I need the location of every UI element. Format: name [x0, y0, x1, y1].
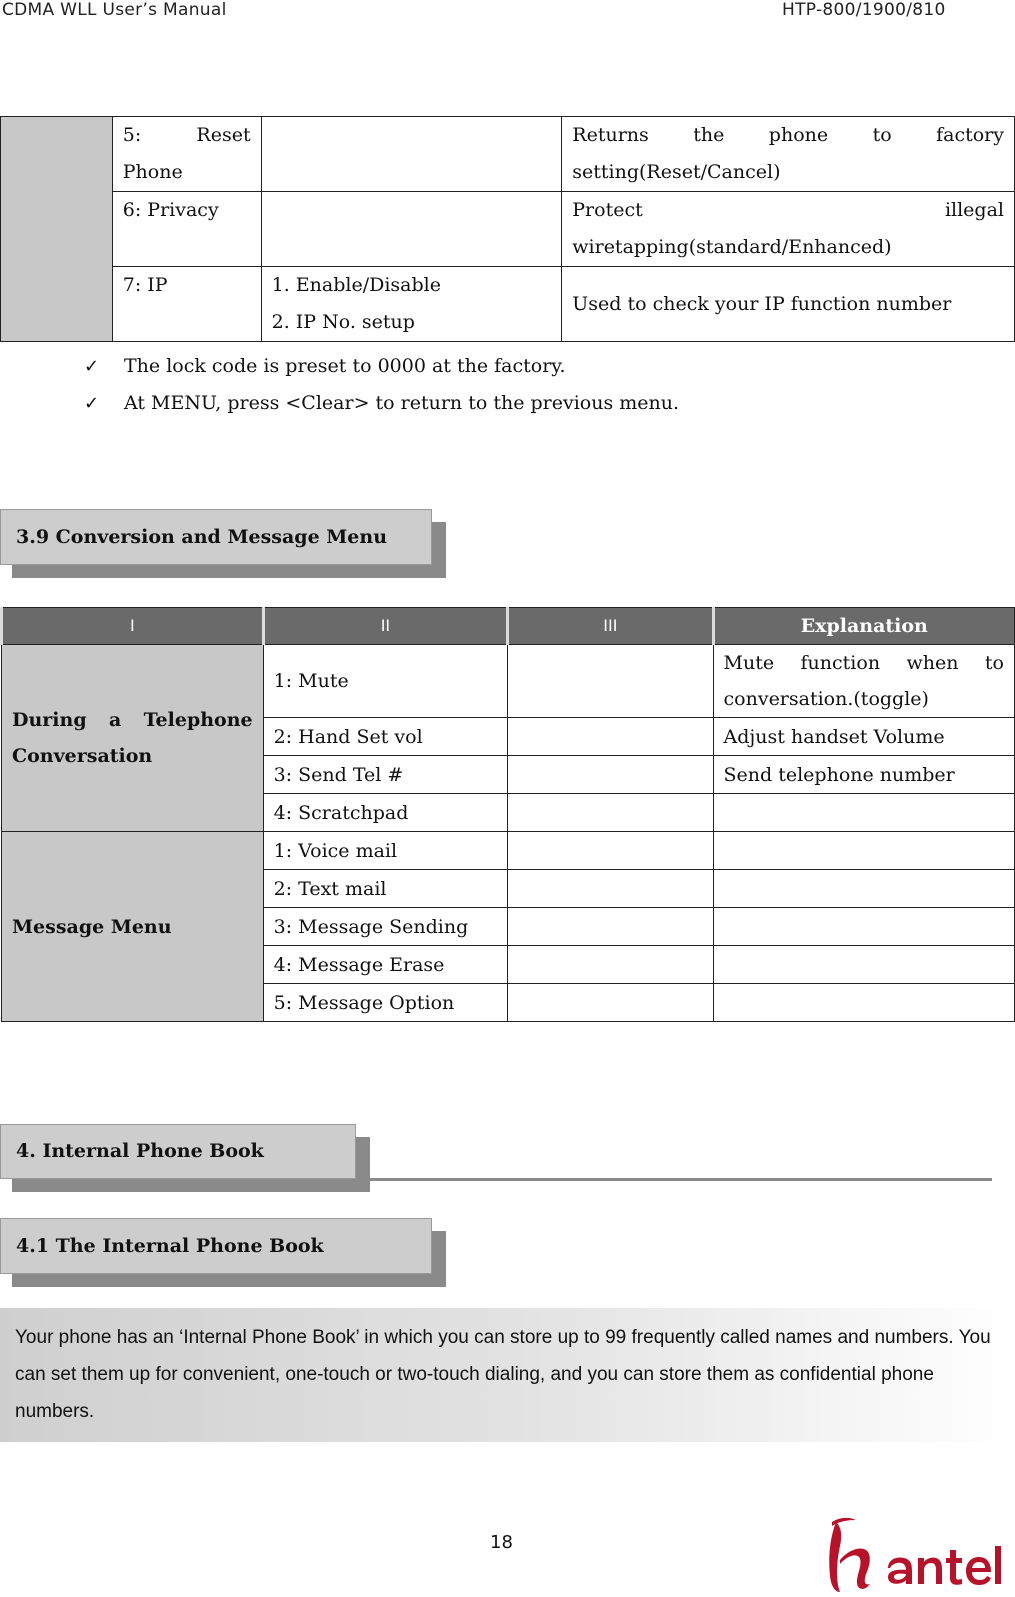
section-title: 3.9 Conversion and Message Menu — [0, 509, 432, 565]
group-cell — [1, 117, 113, 342]
empty-cell — [508, 718, 713, 756]
menu-table-continued — [0, 116, 1015, 342]
sub-cell — [261, 117, 562, 192]
desc-cell: Send telephone number — [713, 756, 1014, 794]
item-cell: 1: Mute — [263, 645, 508, 718]
empty-cell — [713, 946, 1014, 984]
desc-cell: Returns the phone to factory setting(Reset/Cancel) — [562, 117, 1015, 192]
item-cell: 3: Message Sending — [263, 908, 508, 946]
column-header: Explanation — [713, 608, 1014, 645]
table-row — [2, 832, 1015, 870]
section-title: 4.1 The Internal Phone Book — [0, 1218, 432, 1274]
table-header-row — [2, 608, 1015, 645]
page-number: 18 — [490, 1532, 513, 1553]
item-cell: 4: Message Erase — [263, 946, 508, 984]
sub-line: 2. IP No. setup — [271, 311, 415, 333]
item-cell: 1: Voice mail — [263, 832, 508, 870]
table-row — [1, 267, 1015, 342]
column-header: II — [263, 608, 508, 645]
desc-cell: Protect illegal wiretapping(standard/Enhanced) — [562, 192, 1015, 267]
check-icon: ✓ — [84, 356, 100, 377]
item-cell: 5: Message Option — [263, 984, 508, 1022]
sub-cell — [261, 267, 562, 342]
item-cell: 5: Reset Phone — [112, 117, 261, 192]
desc-cell: Adjust handset Volume — [713, 718, 1014, 756]
group-label: Message Menu — [2, 832, 264, 1022]
empty-cell — [508, 946, 713, 984]
empty-cell — [713, 870, 1014, 908]
empty-cell — [508, 832, 713, 870]
empty-cell — [713, 908, 1014, 946]
conversion-message-table — [0, 607, 1015, 1022]
group-label: During a Telephone Conversation — [2, 645, 264, 832]
empty-cell — [508, 870, 713, 908]
sub-cell — [261, 192, 562, 267]
sub-line: 1. Enable/Disable — [271, 274, 441, 296]
section-rule — [362, 1178, 992, 1181]
hantel-logo — [826, 1516, 1006, 1594]
item-cell: 2: Hand Set vol — [263, 718, 508, 756]
list-item: ✓ The lock code is preset to 0000 at the factory. — [84, 348, 679, 385]
header-model: HTP-800/1900/810 — [782, 0, 946, 20]
column-header: III — [508, 608, 713, 645]
empty-cell — [508, 756, 713, 794]
check-icon: ✓ — [84, 393, 100, 414]
empty-cell — [508, 645, 713, 718]
header-manual-title: CDMA WLL User’s Manual — [2, 0, 227, 20]
table-row — [1, 117, 1015, 192]
item-cell: 7: IP — [112, 267, 261, 342]
table-row — [1, 192, 1015, 267]
chapter-title: 4. Internal Phone Book — [0, 1124, 356, 1179]
item-cell: 2: Text mail — [263, 870, 508, 908]
intro-paragraph: Your phone has an ‘Internal Phone Book’ in which you can store up to 99 frequently called names and numbers. You can set them up for convenient, one-touch or two-touch dialing, and you can store them as confidential phone numbers. — [0, 1308, 1015, 1442]
empty-cell — [713, 984, 1014, 1022]
empty-cell — [713, 832, 1014, 870]
item-cell: 4: Scratchpad — [263, 794, 508, 832]
list-item: ✓ At MENU, press <Clear> to return to the previous menu. — [84, 385, 679, 422]
notes-list — [84, 348, 679, 422]
desc-cell — [713, 794, 1014, 832]
empty-cell — [508, 794, 713, 832]
desc-cell: Used to check your IP function number — [562, 267, 1015, 342]
desc-cell: Mute function when to conversation.(toggle) — [713, 645, 1014, 718]
empty-cell — [508, 984, 713, 1022]
column-header: I — [2, 608, 264, 645]
empty-cell — [508, 908, 713, 946]
table-row — [2, 645, 1015, 718]
item-cell: 3: Send Tel # — [263, 756, 508, 794]
item-cell: 6: Privacy — [112, 192, 261, 267]
